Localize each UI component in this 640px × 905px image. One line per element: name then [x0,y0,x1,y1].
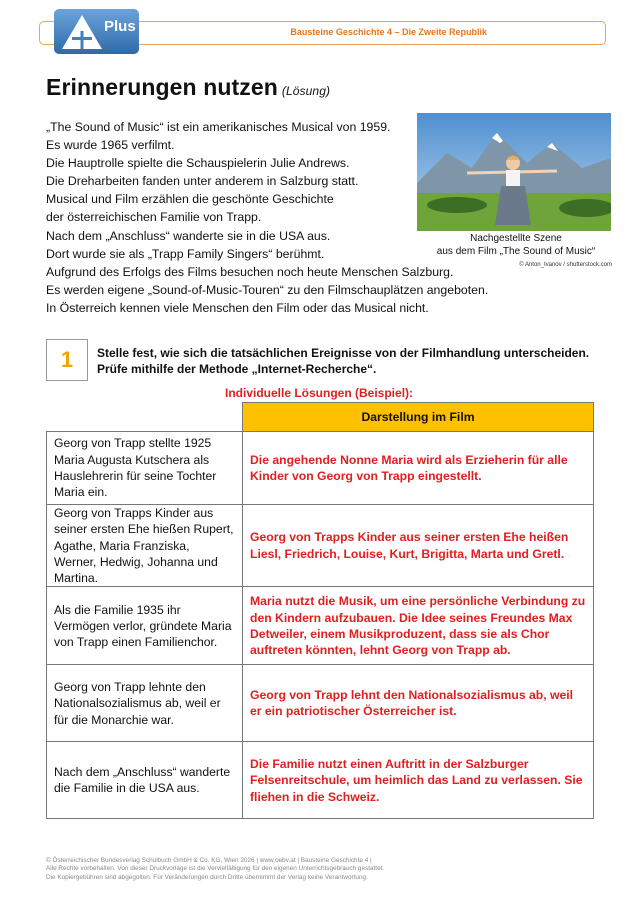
solution-label: Individuelle Lösungen (Beispiel): [225,386,414,400]
table-row [47,505,594,587]
film-cell: Georg von Trapp lehnt den Nationalsozialismus ab, weil er ein patriotischer Österreicher ist. [243,665,594,742]
table-row [47,432,594,505]
intro-line: Aufgrund des Erfolgs des Films besuchen noch heute Menschen Salzburg. [46,264,454,279]
footer-line: Alle Rechte vorbehalten. Von dieser Druckvorlage ist die Vervielfältigung für den eigenen Unterrichtsgebrauch gestattet. [46,865,385,873]
table-row [47,665,594,742]
intro-line: Dort wurde sie als „Trapp Family Singers“ berühmt. [46,246,325,261]
title-main: Erinnerungen nutzen [46,74,278,100]
fact-cell: Als die Familie 1935 ihr Vermögen verlor, gründete Maria von Trapp einen Familienchor. [47,587,243,665]
film-scene-photo [417,113,611,231]
table-row [47,742,594,819]
film-cell: Die angehende Nonne Maria wird als Erzieherin für alle Kinder von Georg von Trapp eingestellt. [243,432,594,505]
intro-line: Es werden eigene „Sound-of-Music-Touren“ zu den Filmschauplätzen angeboten. [46,282,489,297]
film-cell: Maria nutzt die Musik, um eine persönliche Verbindung zu den Kindern aufzubauen. Die Idee seines Freundes Max Detweiler, einem Musikproduzent, dass sie als Chor auftreten könnten, lehnt Georg von Trapp ab. [243,587,594,665]
fact-cell: Georg von Trapp lehnte den Nationalsozialismus ab, weil er für die Monarchie war. [47,665,243,742]
task-number: 1 [46,339,88,381]
caption-line: aus dem Film „The Sound of Music“ [436,246,596,257]
publisher-logo [54,9,139,54]
film-cell: Georg von Trapps Kinder aus seiner ersten Ehe heißen Liesl, Friedrich, Louise, Kurt, Brigitta, Marta und Gretl. [243,505,594,587]
intro-line: der österreichischen Familie von Trapp. [46,210,262,225]
caption-line: Nachgestellte Szene [470,233,562,244]
intro-line: Die Hauptrolle spielte die Schauspielerin Julie Andrews. [46,156,350,171]
footer [46,857,606,882]
intro-line: Die Dreharbeiten fanden unter anderem in Salzburg statt. [46,174,359,189]
table-header-row [47,403,594,432]
intro-line: Es wurde 1965 verfilmt. [46,138,175,153]
table-header-film: Darstellung im Film [243,403,594,432]
page-title [46,74,330,101]
task-instruction [97,345,607,377]
table-header-empty [47,403,243,432]
comparison-table [46,402,594,819]
fact-cell: Georg von Trapp stellte 1925 Maria Augusta Kutschera als Hauslehrerin für seine Tochter Maria ein. [47,432,243,505]
intro-line: In Österreich kennen viele Menschen den Film oder das Musical nicht. [46,300,429,315]
footer-line: © Österreichischer Bundesverlag Schulbuch GmbH & Co. KG, Wien 2026 | www.oebv.at | Bausteine Geschichte 4 | [46,857,372,864]
table-row [47,587,594,665]
logo-text: Plus [104,18,136,35]
fact-cell: Georg von Trapps Kinder aus seiner ersten Ehe hießen Rupert, Agathe, Maria Franziska, Werner, Hedwig, Johanna und Martina. [47,505,243,587]
task-line: Stelle fest, wie sich die tatsächlichen Ereignisse von der Filmhandlung unterscheiden. [97,346,590,360]
header-title: Bausteine Geschichte 4 – Die Zweite Republik [290,27,487,37]
title-sub: (Lösung) [281,84,331,98]
image-credit: © Anton_Ivanov / shutterstock.com [519,262,612,268]
intro-line: Nach dem „Anschluss“ wanderte sie in die USA aus. [46,228,331,243]
image-caption [412,232,620,258]
intro-line: Musical und Film erzählen die geschönte Geschichte [46,192,334,207]
film-cell: Die Familie nutzt einen Auftritt in der Salzburger Felsenreitschule, um heimlich das Land zu verlassen. Sie fliehen in die Schweiz. [243,742,594,819]
footer-line: Die Kopiergebühren sind abgegolten. Für Veränderungen durch Dritte übernimmt der Verlag keine Verantwortung. [46,873,368,881]
fact-cell: Nach dem „Anschluss“ wanderte die Familie in die USA aus. [47,742,243,819]
task-line: Prüfe mithilfe der Methode „Internet-Recherche“. [97,362,377,376]
intro-line: „The Sound of Music“ ist ein amerikanisches Musical von 1959. [46,120,391,134]
